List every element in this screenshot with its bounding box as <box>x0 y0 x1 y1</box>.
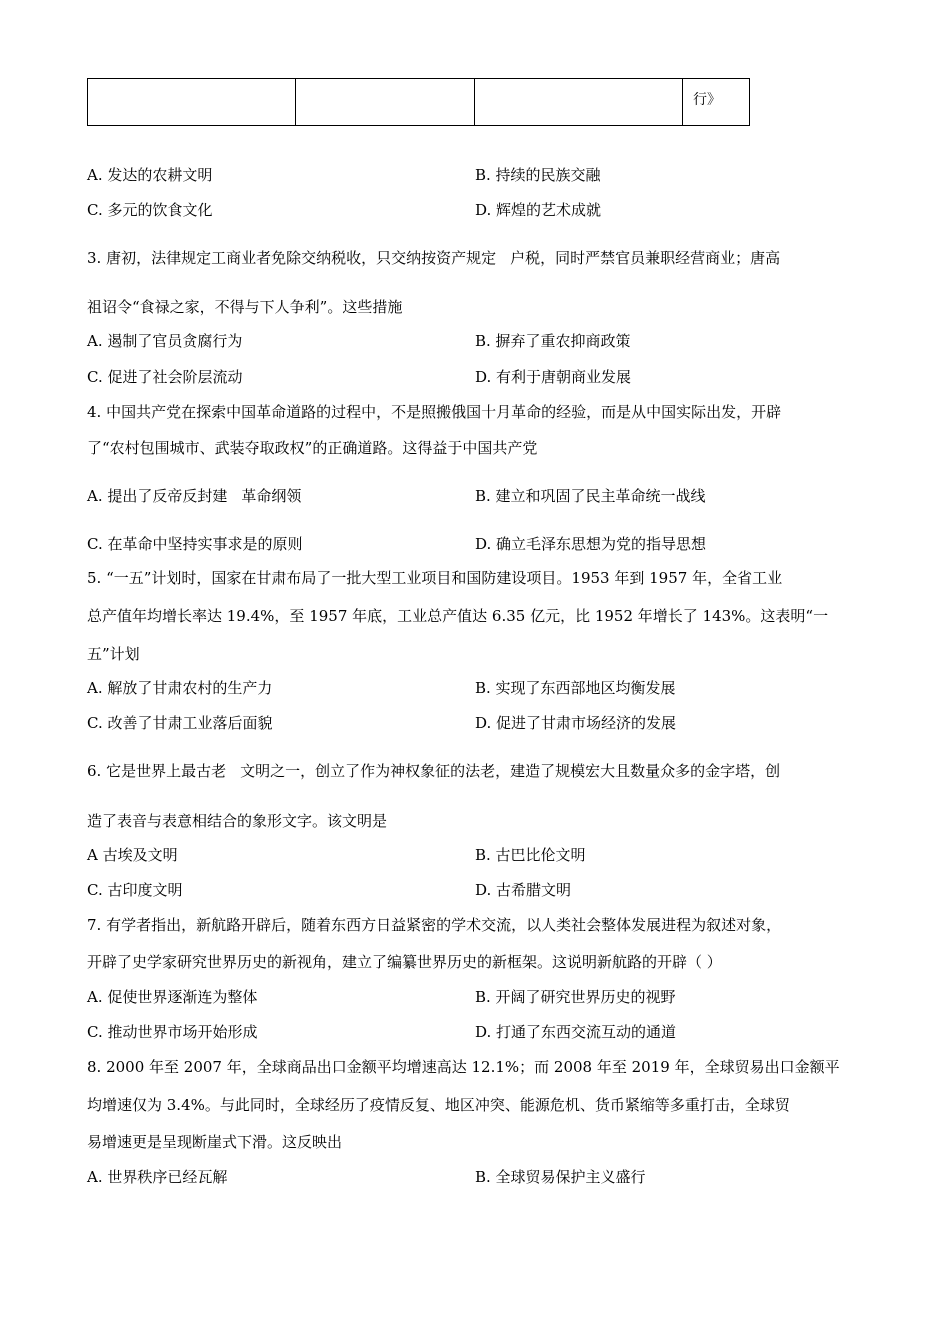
q5-option-c: C. 改善了甘肃工业落后面貌 <box>87 714 273 732</box>
q2-option-b: B. 持续的民族交融 <box>475 166 601 184</box>
q5-stem-line-3: 五”计划 <box>87 645 140 663</box>
q6-option-c: C. 古印度文明 <box>87 881 183 899</box>
q3-stem-line-1: 3. 唐初，法律规定工商业者免除交纳税收，只交纳按资产规定 户税，同时严禁官员兼职经营商业；唐高 <box>87 249 781 267</box>
q7-option-d: D. 打通了东西交流互动的通道 <box>475 1023 677 1041</box>
q6-stem-line-2: 造了表音与表意相结合的象形文字。该文明是 <box>87 812 388 830</box>
q5-stem-line-1: 5. “一五”计划时，国家在甘肃布局了一批大型工业项目和国防建设项目。1953 年到 1957 年，全省工业 <box>87 569 783 587</box>
q4-stem-line-1: 4. 中国共产党在探索中国革命道路的过程中，不是照搬俄国十月革命的经验，而是从中国实际出发，开辟 <box>87 403 782 421</box>
q3-option-b: B. 摒弃了重农抑商政策 <box>475 332 631 350</box>
q5-stem-line-2: 总产值年均增长率达 19.4%，至 1957 年底，工业总产值达 6.35 亿元，比 1952 年增长了 143%。这表明“一 <box>87 607 829 625</box>
q8-stem-line-1: 8. 2000 年至 2007 年，全球商品出口金额平均增速高达 12.1%；而 2008 年至 2019 年，全球贸易出口金额平 <box>87 1058 840 1076</box>
q5-option-a: A. 解放了甘肃农村的生产力 <box>87 679 273 697</box>
q6-option-a: A 古埃及文明 <box>87 846 178 864</box>
q7-stem-line-1: 7. 有学者指出，新航路开辟后，随着东西方日益紧密的学术交流，以人类社会整体发展进程为叙述对象， <box>87 916 782 934</box>
q7-option-b: B. 开阔了研究世界历史的视野 <box>475 988 676 1006</box>
q4-option-d: D. 确立毛泽东思想为党的指导思想 <box>475 535 707 553</box>
q4-stem-line-2: 了“农村包围城市、武装夺取政权”的正确道路。这得益于中国共产党 <box>87 439 538 457</box>
q4-option-a: A. 提出了反帝反封建 革命纲领 <box>87 487 302 505</box>
table-cell <box>88 79 296 126</box>
table-cell: 行》 <box>683 79 750 126</box>
table-row <box>88 79 750 126</box>
q2-option-d: D. 辉煌的艺术成就 <box>475 201 602 219</box>
q8-option-b: B. 全球贸易保护主义盛行 <box>475 1168 646 1186</box>
q8-stem-line-3: 易增速更是呈现断崖式下滑。这反映出 <box>87 1133 343 1151</box>
q7-option-a: A. 促使世界逐渐连为整体 <box>87 988 258 1006</box>
q5-option-b: B. 实现了东西部地区均衡发展 <box>475 679 676 697</box>
q3-option-d: D. 有利于唐朝商业发展 <box>475 368 632 386</box>
q6-option-d: D. 古希腊文明 <box>475 881 572 899</box>
q7-stem-line-2: 开辟了史学家研究世界历史的新视角，建立了编纂世界历史的新框架。这说明新航路的开辟（ ） <box>87 953 722 971</box>
q7-option-c: C. 推动世界市场开始形成 <box>87 1023 258 1041</box>
q2-option-a: A. 发达的农耕文明 <box>87 166 213 184</box>
table-cell <box>296 79 475 126</box>
q3-option-c: C. 促进了社会阶层流动 <box>87 368 243 386</box>
q4-option-b: B. 建立和巩固了民主革命统一战线 <box>475 487 706 505</box>
q5-option-d: D. 促进了甘肃市场经济的发展 <box>475 714 677 732</box>
answer-table-fragment <box>87 78 750 126</box>
table-cell <box>475 79 683 126</box>
q2-option-c: C. 多元的饮食文化 <box>87 201 213 219</box>
q3-option-a: A. 遏制了官员贪腐行为 <box>87 332 243 350</box>
q3-stem-line-2: 祖诏令“食禄之家，不得与下人争利”。这些措施 <box>87 298 403 316</box>
q6-stem-line-1: 6. 它是世界上最古老 文明之一，创立了作为神权象征的法老，建造了规模宏大且数量众多的金字塔，创 <box>87 762 781 780</box>
q8-option-a: A. 世界秩序已经瓦解 <box>87 1168 228 1186</box>
q4-option-c: C. 在革命中坚持实事求是的原则 <box>87 535 303 553</box>
q6-option-b: B. 古巴比伦文明 <box>475 846 586 864</box>
q8-stem-line-2: 均增速仅为 3.4%。与此同时，全球经历了疫情反复、地区冲突、能源危机、货币紧缩等多重打击，全球贸 <box>87 1096 790 1114</box>
